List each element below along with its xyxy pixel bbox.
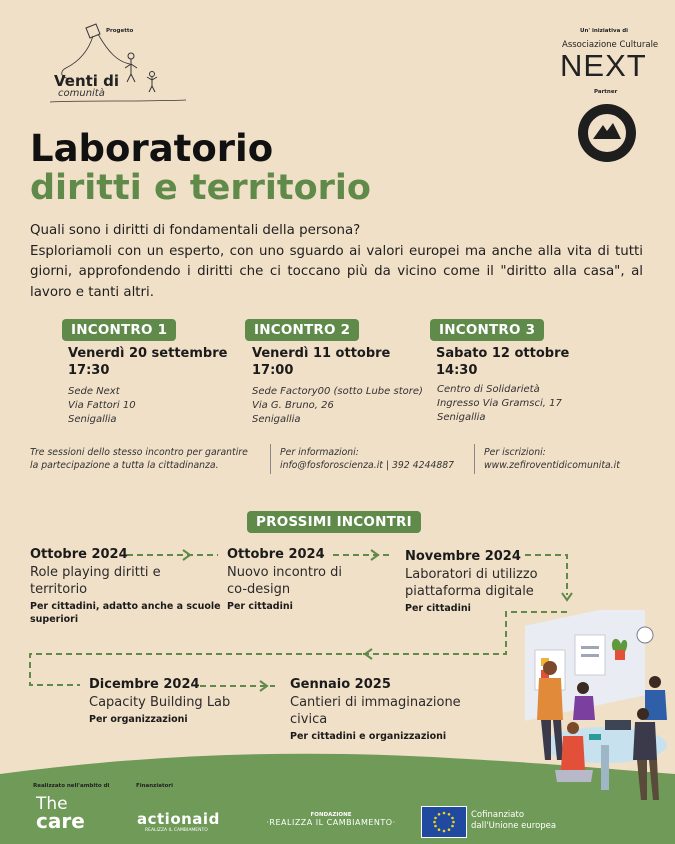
incontro-1-pill: INCONTRO 1 [62, 319, 176, 341]
incontro-3-date: Sabato 12 ottobre 14:30 [436, 346, 570, 378]
sessions-note-line2: la partecipazione a tutta la cittadinanza. [30, 460, 219, 471]
timeline-item-3-date: Novembre 2024 [405, 549, 521, 564]
eu-flag-icon [421, 806, 467, 838]
timeline-item-3-title: Laboratori di utilizzo piattaforma digitale [405, 567, 538, 599]
timeline-item-5-title: Cantieri di immaginazione civica [290, 695, 461, 727]
fondazione-logo [256, 812, 406, 827]
intro-question: Quali sono i diritti di fondamentali della persona? [30, 223, 361, 238]
iniziativa-label: Un' iniziativa di [580, 28, 629, 34]
actionaid-name: actionaid [137, 810, 220, 828]
contact-info [280, 446, 454, 472]
incontro-3-place: Centro di Solidarietà Ingresso Via Gramsci, 17 Senigallia [437, 384, 562, 423]
timeline-item-2-audience: Per cittadini [227, 601, 293, 612]
project-logo-line1: Venti di [54, 72, 120, 90]
timeline-item-5-date: Gennaio 2025 [290, 677, 391, 692]
timeline-item-4 [89, 677, 259, 726]
signup-value[interactable]: www.zefiroventidicomunita.it [484, 460, 620, 471]
timeline-item-4-title: Capacity Building Lab [89, 695, 231, 710]
sessions-note-line1: Tre sessioni dello stesso incontro per garantire [30, 447, 248, 458]
fondazione-line2: ·REALIZZA IL CAMBIAMENTO· [266, 818, 396, 827]
timeline-item-3-audience: Per cittadini [405, 603, 471, 614]
intro-text [30, 221, 643, 303]
timeline-item-1-date: Ottobre 2024 [30, 547, 128, 562]
partner-label: Partner [594, 89, 618, 95]
intro-body: Esploriamoli con un esperto, con uno sguardo ai valori europei ma anche alla vita di tutti giorni, approfondendo i diritti che ci toccano più da vicino come il "diritto alla casa", al lavoro e tanti altri. [30, 243, 643, 300]
signup-info [484, 446, 620, 472]
fondazione-line1: FONDAZIONE [310, 812, 352, 818]
timeline-item-2-title: Nuovo incontro di co-design [227, 565, 342, 597]
project-logo-line2: comunità [58, 88, 105, 99]
thecare-logo [36, 794, 85, 833]
timeline-item-5-audience: Per cittadini e organizzazioni [290, 731, 447, 742]
timeline-item-2 [227, 547, 377, 613]
factory-logo [575, 101, 639, 165]
realizzato-label: Realizzato nell'ambito di [33, 783, 110, 789]
factory-zerozero-icon [575, 101, 639, 165]
contact-label: Per informazioni: [280, 447, 359, 458]
actionaid-logo [137, 810, 220, 833]
timeline-item-2-date: Ottobre 2024 [227, 547, 325, 562]
project-logo [48, 22, 188, 106]
actionaid-sub: REALIZZA IL CAMBIAMENTO [145, 828, 208, 833]
association-name: Associazione Culturale [562, 40, 659, 50]
divider-1 [270, 444, 271, 474]
title-line1: Laboratorio [30, 127, 274, 170]
incontro-2-pill: INCONTRO 2 [245, 319, 359, 341]
signup-label: Per iscrizioni: [484, 447, 546, 458]
incontro-1-place: Sede Next Via Fattori 10 Senigallia [68, 386, 136, 425]
timeline-item-1 [30, 547, 225, 626]
eu-line1: Cofinanziato [471, 810, 525, 820]
timeline-item-1-title: Role playing diritti e territorio [30, 565, 161, 597]
timeline-item-3 [405, 549, 565, 615]
team-meeting-illustration [505, 610, 675, 810]
incontro-2-date: Venerdì 11 ottobre 17:00 [252, 346, 391, 378]
timeline-item-4-date: Dicembre 2024 [89, 677, 200, 692]
incontro-1-date: Venerdì 20 settembre 17:30 [68, 346, 228, 378]
incontro-3-pill: INCONTRO 3 [430, 319, 544, 341]
incontro-2-place: Sede Factory00 (sotto Lube store) Via G. Bruno, 26 Senigallia [252, 386, 423, 425]
sessions-note [30, 446, 248, 472]
finanziatori-label: Finanziatori [136, 783, 173, 789]
progetto-label: Progetto [106, 28, 134, 34]
timeline-item-1-audience: Per cittadini, adatto anche a scuole superiori [30, 601, 221, 625]
eu-line2: dall'Unione europea [471, 821, 557, 831]
divider-2 [474, 444, 475, 474]
timeline-item-4-audience: Per organizzazioni [89, 714, 188, 725]
next-logo: NEXT [560, 48, 647, 83]
contact-value[interactable]: info@fosforoscienza.it | 392 4244887 [280, 460, 455, 471]
eu-cofinanced-text [471, 810, 556, 832]
prossimi-pill: PROSSIMI INCONTRI [247, 511, 421, 533]
thecare-line2: care [36, 809, 85, 833]
thecare-line1: The [36, 794, 68, 814]
title-line2: diritti e territorio [30, 168, 371, 208]
